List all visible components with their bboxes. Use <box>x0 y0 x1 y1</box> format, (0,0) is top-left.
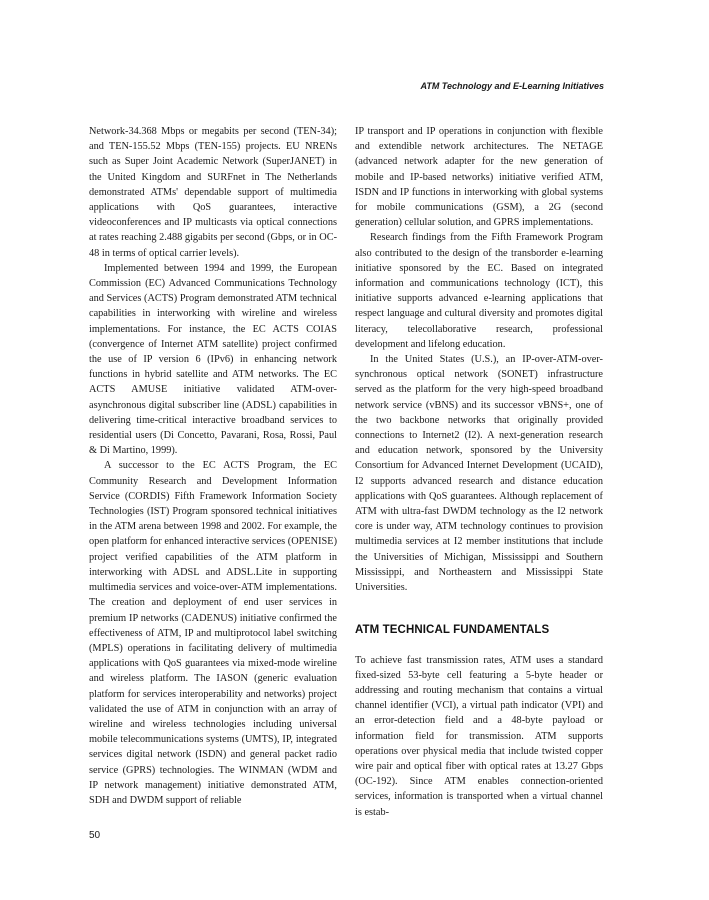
running-head: ATM Technology and E-Learning Initiatives <box>420 81 604 91</box>
section-paragraph-1: To achieve fast transmission rates, ATM uses a standard fixed-sized 53-byte cell featuring a 5-byte header or addressing and routing mechanism that contains a virtual channel identifier (VCI), a virtual path indicator (VPI) and an error-detection field and a 48-byte payload or information field for transmission. ATM supports operations over physical media that include twisted copper wire pair and optical fiber with optical rates at 13.27 Gbps (OC-192). Since ATM enables connection-oriented services, information is transported when a virtual channel is estab- <box>355 654 603 818</box>
left-paragraph-2: Implemented between 1994 and 1999, the European Commission (EC) Advanced Communications Technology and Services (ACTS) Program demonstrated ATM technical capabilities in interworking with wireline and wireless implementations. For instance, the EC ACTS COIAS (convergence of Internet ATM satellite) project confirmed the use of IP version 6 (IPv6) in enhancing network functions in hybrid satellite and ATM networks. The EC ACTS AMUSE initiative validated ATM-over-asynchronous digital subscriber line (ADSL) capabilities in delivering time-critical interactive broadband services to residential users (Di Concetto, Pavarani, Rosa, Rossi, Paul & Di Martino, 1999). <box>89 262 337 457</box>
left-paragraph-1: Network-34.368 Mbps or megabits per second (TEN-34); and TEN-155.52 Mbps (TEN-155) projects. EU NRENs such as Super Joint Academic Network (SuperJANET) in the United Kingdom and SURFnet in The Netherlands demonstrated ATMs' dependable support of multimedia applications with QoS guarantees, interactive videoconferences and IP multicasts via optical connections at rates reaching 2.488 gigabits per second (Gbps, or in OC-48 in terms of optical carrier levels). <box>89 126 337 259</box>
right-paragraph-2: Research findings from the Fifth Framework Program also contributed to the design of the transborder e-learning initiative sponsored by the EC. Based on integrated information and communications technology (ICT), this initiative supports advanced e-learning applications that respect language and cultural diversity and promotes digital literacy, telecollaborative research, professional development and lifelong education. <box>355 232 603 350</box>
right-paragraph-1: IP transport and IP operations in conjunction with flexible and extendible network architectures. The NETAGE (advanced network adapter for the new generation of mobile and IP-based networks) initiative verified ATM, ISDN and IP functions in interworking with global systems for mobile communications (GSM), a 2G (second generation) cellular solution, and GPRS implementations. <box>355 126 603 229</box>
right-paragraph-3: In the United States (U.S.), an IP-over-ATM-over-synchronous optical network (SONET) infrastructure served as the platform for the very high-speed broadband network service (vBNS) and its successor vBNS+, one of the two backbone networks that originally provided connections to Internet2 (I2). A next-generation research and education network, sponsored by the University Consortium for Advanced Internet Development (UCAID), I2 supports advanced research and distance education applications with QoS guarantees. Although replacement of ATM with ultra-fast DWDM technology as the I2 network core is under way, ATM technology continues to provision multimedia services at I2 member institutions that include the Universities of Michigan, Mississippi and Southern Mississippi, and Northeastern and Mississippi State Universities. <box>355 354 603 594</box>
left-column <box>89 124 337 808</box>
left-paragraph-3: A successor to the EC ACTS Program, the EC Community Research and Development Information Service (CORDIS) Fifth Framework Information Society Technologies (IST) Program sponsored technical initiatives in the ATM arena between 1998 and 2002. For example, the open platform for enhanced interactive services (OPENISE) project verified capabilities of the ATM platform in interworking with ADSL and ADSL.Lite in supporting multimedia services and voice-over-ATM implementations. The creation and deployment of end user services in premium IP networks (CADENUS) initiative confirmed the effectiveness of ATM, IP and multiprotocol label switching (MPLS) operations in facilitating delivery of multimedia applications with QoS guarantees via mixed-mode wireline and wireless platform. The IASON (generic evaluation platform for services interoperability and networks) project validated the use of ATM in conjunction with an array of wireline and wireless technologies including universal mobile telecommunications systems (UMTS), IP, integrated services digital network (ISDN) and general packet radio service (GPRS) technologies. The WINMAN (WDM and IP network management) initiative demonstrated ATM, SDH and DWDM support of reliable <box>89 460 337 806</box>
page-number: 50 <box>89 830 101 841</box>
section-heading: ATM TECHNICAL FUNDAMENTALS <box>355 624 550 637</box>
right-column <box>355 124 603 820</box>
